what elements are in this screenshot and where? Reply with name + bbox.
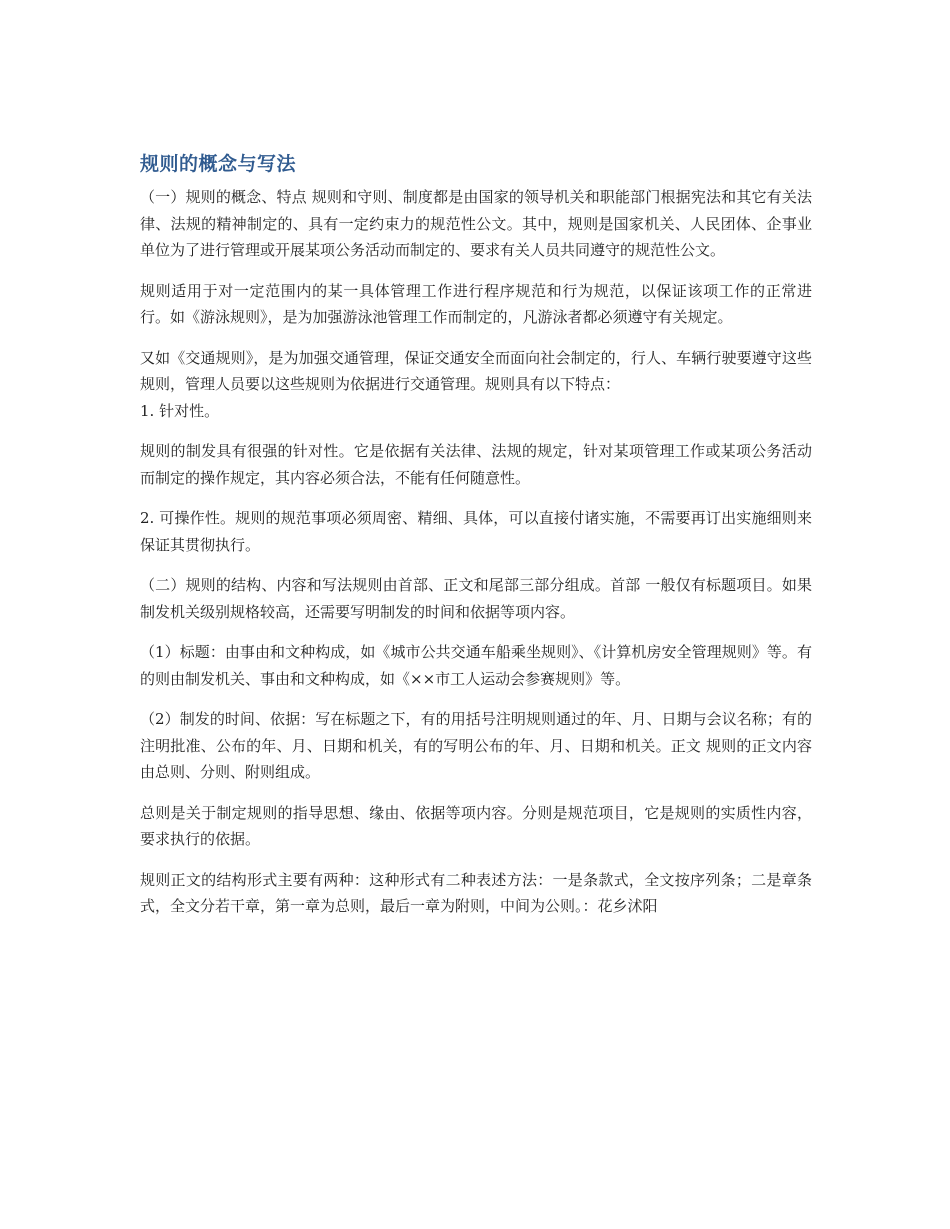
paragraph-date-basis: （2）制发的时间、依据：写在标题之下，有的用括号注明规则通过的年、月、日期与会议名称；有的注明批准、公布的年、月、日期和机关，有的写明公布的年、月、日期和机关。正文 规则的正文内容由总则、分则、附则组成。	[140, 710, 812, 781]
paragraph-structure: （二）规则的结构、内容和写法规则由首部、正文和尾部三部分组成。首部 一般仅有标题项目。如果制发机关级别规格较高，还需要写明制发的时间和依据等项内容。	[140, 576, 812, 621]
paragraph-point-2: 2. 可操作性。规则的规范事项必须周密、精细、具体，可以直接付诸实施，不需要再订出实施细则来保证其贯彻执行。	[140, 509, 812, 554]
paragraph-title-rule: （1）标题：由事由和文种构成，如《城市公共交通车船乘坐规则》、《计算机房安全管理规则》等。有的则由制发机关、事由和文种构成，如《××市工人运动会参赛规则》等。	[140, 643, 812, 688]
paragraph-body-forms: 规则正文的结构形式主要有两种：这种形式有二种表述方法：一是条款式，全文按序列条；二是章条式，全文分若干章，第一章为总则，最后一章为附则，中间为公则。：花乡沭阳	[140, 870, 812, 915]
paragraph-traffic-example: 又如《交通规则》，是为加强交通管理，保证交通安全而面向社会制定的，行人、车辆行驶要遵守这些规则，管理人员要以这些规则为依据进行交通管理。规则具有以下特点：	[140, 348, 812, 393]
paragraph-point-1: 1. 针对性。	[140, 401, 220, 420]
paragraph-pertinence: 规则的制发具有很强的针对性。它是依据有关法律、法规的规定，针对某项管理工作或某项公务活动而制定的操作规定，其内容必须合法，不能有任何随意性。	[140, 442, 812, 487]
paragraph-concept: （一）规则的概念、特点 规则和守则、制度都是由国家的领导机关和职能部门根据宪法和其它有关法律、法规的精神制定的、具有一定约束力的规范性公文。其中，规则是国家机关、人民团体、企事业单位为了进行管理或开展某项公务活动而制定的、要求有关人员共同遵守的规范性公文。	[140, 188, 812, 259]
document-title: 规则的概念与写法	[140, 153, 297, 175]
paragraph-scope: 规则适用于对一定范围内的某一具体管理工作进行程序规范和行为规范，以保证该项工作的正常进行。如《游泳规则》，是为加强游泳池管理工作而制定的，凡游泳者都必须遵守有关规定。	[140, 281, 812, 326]
paragraph-general-provisions: 总则是关于制定规则的指导思想、缘由、依据等项内容。分则是规范项目，它是规则的实质性内容，要求执行的依据。	[140, 803, 812, 848]
document-page	[140, 150, 812, 934]
